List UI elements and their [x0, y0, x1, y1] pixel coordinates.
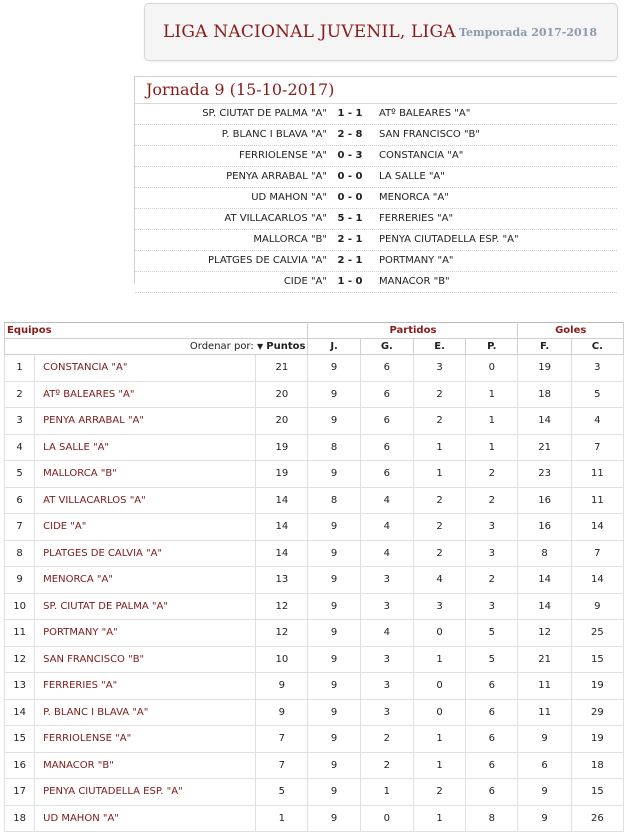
drawn-cell: 1	[413, 752, 465, 779]
match-away-team: ATº BALEARES "A"	[379, 108, 471, 119]
sort-label: Ordenar por:	[189, 341, 254, 352]
played-cell: 9	[308, 514, 360, 541]
match-home-team: MALLORCA "B"	[253, 234, 327, 245]
team-name[interactable]: FERRIOLENSE "A"	[35, 726, 256, 753]
played-cell: 9	[308, 699, 360, 726]
won-cell: 2	[360, 752, 413, 779]
played-cell: 9	[308, 779, 360, 806]
match-row	[135, 272, 617, 293]
table-row	[5, 752, 624, 779]
points-cell: 12	[256, 593, 308, 620]
drawn-cell: 2	[413, 779, 465, 806]
table-row	[5, 487, 624, 514]
col-puntos[interactable]: Puntos	[266, 341, 306, 352]
won-cell: 4	[360, 620, 413, 647]
points-cell: 19	[256, 434, 308, 461]
match-score: 5 - 1	[337, 213, 363, 224]
won-cell: 6	[360, 434, 413, 461]
match-away-team: PENYA CIUTADELLA ESP. "A"	[379, 234, 519, 245]
goals-for-cell: 14	[518, 567, 571, 594]
equipos-header: Equipos	[5, 323, 308, 339]
position-cell: 13	[5, 673, 35, 700]
col-j[interactable]: J.	[308, 339, 360, 355]
lost-cell: 2	[466, 487, 518, 514]
played-cell: 9	[308, 673, 360, 700]
drawn-cell: 2	[413, 540, 465, 567]
goals-against-cell: 26	[571, 805, 623, 832]
goals-for-cell: 21	[518, 646, 571, 673]
match-away-team: MANACOR "B"	[379, 276, 450, 287]
league-header	[144, 3, 618, 61]
match-away-team: MENORCA "A"	[379, 192, 449, 203]
played-cell: 9	[308, 567, 360, 594]
won-cell: 4	[360, 514, 413, 541]
match-home-team: AT VILLACARLOS "A"	[224, 213, 327, 224]
goals-for-cell: 6	[518, 752, 571, 779]
goals-against-cell: 15	[571, 646, 623, 673]
match-score: 0 - 3	[337, 150, 363, 161]
match-home-team: P. BLANC I BLAVA "A"	[221, 129, 327, 140]
table-row	[5, 620, 624, 647]
lost-cell: 1	[466, 408, 518, 435]
goals-for-cell: 19	[518, 355, 571, 382]
goals-for-cell: 12	[518, 620, 571, 647]
round-results	[134, 76, 617, 287]
partidos-header: Partidos	[308, 323, 518, 339]
match-row	[135, 146, 617, 167]
lost-cell: 6	[466, 752, 518, 779]
points-cell: 14	[256, 487, 308, 514]
team-name[interactable]: UD MAHON "A"	[35, 805, 256, 832]
team-name[interactable]: FERRERIES "A"	[35, 673, 256, 700]
goals-against-cell: 19	[571, 726, 623, 753]
match-row	[135, 188, 617, 209]
table-row	[5, 779, 624, 806]
col-c[interactable]: C.	[571, 339, 623, 355]
table-row	[5, 567, 624, 594]
points-cell: 1	[256, 805, 308, 832]
team-name[interactable]: MANACOR "B"	[35, 752, 256, 779]
lost-cell: 1	[466, 434, 518, 461]
played-cell: 9	[308, 408, 360, 435]
goals-against-cell: 9	[571, 593, 623, 620]
match-score: 2 - 1	[337, 255, 363, 266]
points-cell: 13	[256, 567, 308, 594]
won-cell: 3	[360, 699, 413, 726]
match-home-team: FERRIOLENSE "A"	[238, 150, 327, 161]
lost-cell: 0	[466, 355, 518, 382]
table-row	[5, 434, 624, 461]
team-name[interactable]: LA SALLE "A"	[35, 434, 256, 461]
lost-cell: 6	[466, 673, 518, 700]
match-score: 1 - 0	[337, 276, 363, 287]
points-cell: 9	[256, 673, 308, 700]
goles-header: Goles	[518, 323, 624, 339]
points-cell: 19	[256, 461, 308, 488]
team-name[interactable]: MALLORCA "B"	[35, 461, 256, 488]
goals-against-cell: 25	[571, 620, 623, 647]
table-row	[5, 726, 624, 753]
match-away-team: LA SALLE "A"	[379, 171, 445, 182]
drawn-cell: 2	[413, 381, 465, 408]
goals-for-cell: 16	[518, 514, 571, 541]
match-row	[135, 125, 617, 146]
drawn-cell: 0	[413, 699, 465, 726]
sort-control	[5, 339, 308, 355]
drawn-cell: 3	[413, 355, 465, 382]
team-name[interactable]: CONSTANCIA "A"	[35, 355, 256, 382]
goals-against-cell: 5	[571, 381, 623, 408]
match-away-team: SAN FRANCISCO "B"	[379, 129, 481, 140]
drawn-cell: 1	[413, 646, 465, 673]
lost-cell: 2	[466, 461, 518, 488]
won-cell: 4	[360, 487, 413, 514]
match-list	[135, 104, 617, 293]
won-cell: 3	[360, 567, 413, 594]
match-row	[135, 251, 617, 272]
goals-against-cell: 14	[571, 514, 623, 541]
season-label[interactable]: Temporada 2017-2018	[459, 26, 597, 39]
drawn-cell: 0	[413, 673, 465, 700]
match-away-team: PORTMANY "A"	[379, 255, 454, 266]
goals-for-cell: 9	[518, 805, 571, 832]
lost-cell: 3	[466, 514, 518, 541]
position-cell: 4	[5, 434, 35, 461]
goals-against-cell: 4	[571, 408, 623, 435]
team-name[interactable]: SP. CIUTAT DE PALMA "A"	[35, 593, 256, 620]
won-cell: 3	[360, 593, 413, 620]
position-cell: 6	[5, 487, 35, 514]
lost-cell: 2	[466, 567, 518, 594]
won-cell: 0	[360, 805, 413, 832]
team-name[interactable]: PENYA CIUTADELLA ESP. "A"	[35, 779, 256, 806]
goals-for-cell: 16	[518, 487, 571, 514]
drawn-cell: 1	[413, 805, 465, 832]
played-cell: 8	[308, 487, 360, 514]
table-row	[5, 355, 624, 382]
team-name[interactable]: AT VILLACARLOS "A"	[35, 487, 256, 514]
table-row	[5, 461, 624, 488]
goals-against-cell: 3	[571, 355, 623, 382]
drawn-cell: 1	[413, 726, 465, 753]
round-title: Jornada 9 (15-10-2017)	[135, 77, 617, 104]
standings-body	[5, 355, 624, 832]
table-row	[5, 381, 624, 408]
match-home-team: SP. CIUTAT DE PALMA "A"	[202, 108, 327, 119]
points-cell: 20	[256, 408, 308, 435]
match-away-team: CONSTANCIA "A"	[379, 150, 464, 161]
played-cell: 9	[308, 620, 360, 647]
won-cell: 1	[360, 779, 413, 806]
goals-for-cell: 8	[518, 540, 571, 567]
position-cell: 5	[5, 461, 35, 488]
played-cell: 9	[308, 593, 360, 620]
table-row	[5, 699, 624, 726]
team-name[interactable]: PLATGES DE CALVIA "A"	[35, 540, 256, 567]
goals-for-cell: 23	[518, 461, 571, 488]
goals-for-cell: 18	[518, 381, 571, 408]
lost-cell: 6	[466, 779, 518, 806]
match-score: 2 - 1	[337, 234, 363, 245]
points-cell: 12	[256, 620, 308, 647]
team-name[interactable]: ATº BALEARES "A"	[35, 381, 256, 408]
standings-table	[4, 322, 624, 832]
played-cell: 9	[308, 646, 360, 673]
table-row	[5, 408, 624, 435]
table-row	[5, 646, 624, 673]
drawn-cell: 1	[413, 434, 465, 461]
match-home-team: CIDE "A"	[283, 276, 327, 287]
won-cell: 6	[360, 408, 413, 435]
lost-cell: 3	[466, 593, 518, 620]
col-p[interactable]: P.	[466, 339, 518, 355]
team-name[interactable]: PORTMANY "A"	[35, 620, 256, 647]
position-cell: 7	[5, 514, 35, 541]
team-name[interactable]: PENYA ARRABAL "A"	[35, 408, 256, 435]
match-row	[135, 167, 617, 188]
points-cell: 14	[256, 540, 308, 567]
position-cell: 16	[5, 752, 35, 779]
lost-cell: 8	[466, 805, 518, 832]
table-row	[5, 593, 624, 620]
points-cell: 7	[256, 752, 308, 779]
match-score: 1 - 1	[337, 108, 363, 119]
goals-for-cell: 9	[518, 726, 571, 753]
goals-against-cell: 7	[571, 540, 623, 567]
played-cell: 9	[308, 461, 360, 488]
match-home-team: PLATGES DE CALVIA "A"	[208, 255, 327, 266]
col-f[interactable]: F.	[518, 339, 571, 355]
goals-for-cell: 11	[518, 673, 571, 700]
played-cell: 9	[308, 381, 360, 408]
group-header-row	[5, 323, 624, 339]
played-cell: 9	[308, 726, 360, 753]
played-cell: 9	[308, 752, 360, 779]
match-score: 0 - 0	[337, 171, 363, 182]
played-cell: 9	[308, 540, 360, 567]
drawn-cell: 1	[413, 461, 465, 488]
points-cell: 9	[256, 699, 308, 726]
position-cell: 18	[5, 805, 35, 832]
goals-for-cell: 21	[518, 434, 571, 461]
position-cell: 1	[5, 355, 35, 382]
match-home-team: PENYA ARRABAL "A"	[226, 171, 327, 182]
position-cell: 8	[5, 540, 35, 567]
match-row	[135, 230, 617, 251]
match-row	[135, 209, 617, 230]
table-row	[5, 540, 624, 567]
goals-against-cell: 14	[571, 567, 623, 594]
lost-cell: 3	[466, 540, 518, 567]
lost-cell: 6	[466, 726, 518, 753]
drawn-cell: 2	[413, 514, 465, 541]
drawn-cell: 0	[413, 620, 465, 647]
lost-cell: 5	[466, 620, 518, 647]
position-cell: 9	[5, 567, 35, 594]
drawn-cell: 2	[413, 408, 465, 435]
points-cell: 21	[256, 355, 308, 382]
col-e[interactable]: E.	[413, 339, 465, 355]
lost-cell: 5	[466, 646, 518, 673]
played-cell: 8	[308, 434, 360, 461]
goals-against-cell: 11	[571, 487, 623, 514]
won-cell: 6	[360, 461, 413, 488]
goals-for-cell: 14	[518, 593, 571, 620]
goals-for-cell: 14	[518, 408, 571, 435]
team-name[interactable]: SAN FRANCISCO "B"	[35, 646, 256, 673]
played-cell: 9	[308, 355, 360, 382]
team-name[interactable]: CIDE "A"	[35, 514, 256, 541]
position-cell: 11	[5, 620, 35, 647]
goals-against-cell: 18	[571, 752, 623, 779]
drawn-cell: 3	[413, 593, 465, 620]
drawn-cell: 4	[413, 567, 465, 594]
goals-against-cell: 15	[571, 779, 623, 806]
team-name[interactable]: MENORCA "A"	[35, 567, 256, 594]
goals-against-cell: 7	[571, 434, 623, 461]
drawn-cell: 2	[413, 487, 465, 514]
goals-against-cell: 29	[571, 699, 623, 726]
points-cell: 20	[256, 381, 308, 408]
team-name[interactable]: P. BLANC I BLAVA "A"	[35, 699, 256, 726]
points-cell: 5	[256, 779, 308, 806]
goals-against-cell: 19	[571, 673, 623, 700]
won-cell: 3	[360, 646, 413, 673]
match-score: 2 - 8	[337, 129, 363, 140]
position-cell: 15	[5, 726, 35, 753]
position-cell: 17	[5, 779, 35, 806]
won-cell: 3	[360, 673, 413, 700]
played-cell: 9	[308, 805, 360, 832]
match-away-team: FERRERIES "A"	[379, 213, 454, 224]
lost-cell: 6	[466, 699, 518, 726]
won-cell: 6	[360, 355, 413, 382]
won-cell: 6	[360, 381, 413, 408]
match-home-team: UD MAHON "A"	[251, 192, 327, 203]
points-cell: 10	[256, 646, 308, 673]
points-cell: 7	[256, 726, 308, 753]
won-cell: 4	[360, 540, 413, 567]
triangle-down-icon[interactable]: ▼	[256, 342, 264, 351]
position-cell: 10	[5, 593, 35, 620]
position-cell: 14	[5, 699, 35, 726]
table-row	[5, 673, 624, 700]
match-row	[135, 104, 617, 125]
goals-for-cell: 11	[518, 699, 571, 726]
league-title: LIGA NACIONAL JUVENIL, LIGA	[163, 22, 456, 42]
position-cell: 2	[5, 381, 35, 408]
match-score: 0 - 0	[337, 192, 363, 203]
won-cell: 2	[360, 726, 413, 753]
table-row	[5, 805, 624, 832]
position-cell: 12	[5, 646, 35, 673]
points-cell: 14	[256, 514, 308, 541]
goals-for-cell: 9	[518, 779, 571, 806]
col-g[interactable]: G.	[360, 339, 413, 355]
position-cell: 3	[5, 408, 35, 435]
table-row	[5, 514, 624, 541]
goals-against-cell: 11	[571, 461, 623, 488]
lost-cell: 1	[466, 381, 518, 408]
column-header-row	[5, 339, 624, 355]
